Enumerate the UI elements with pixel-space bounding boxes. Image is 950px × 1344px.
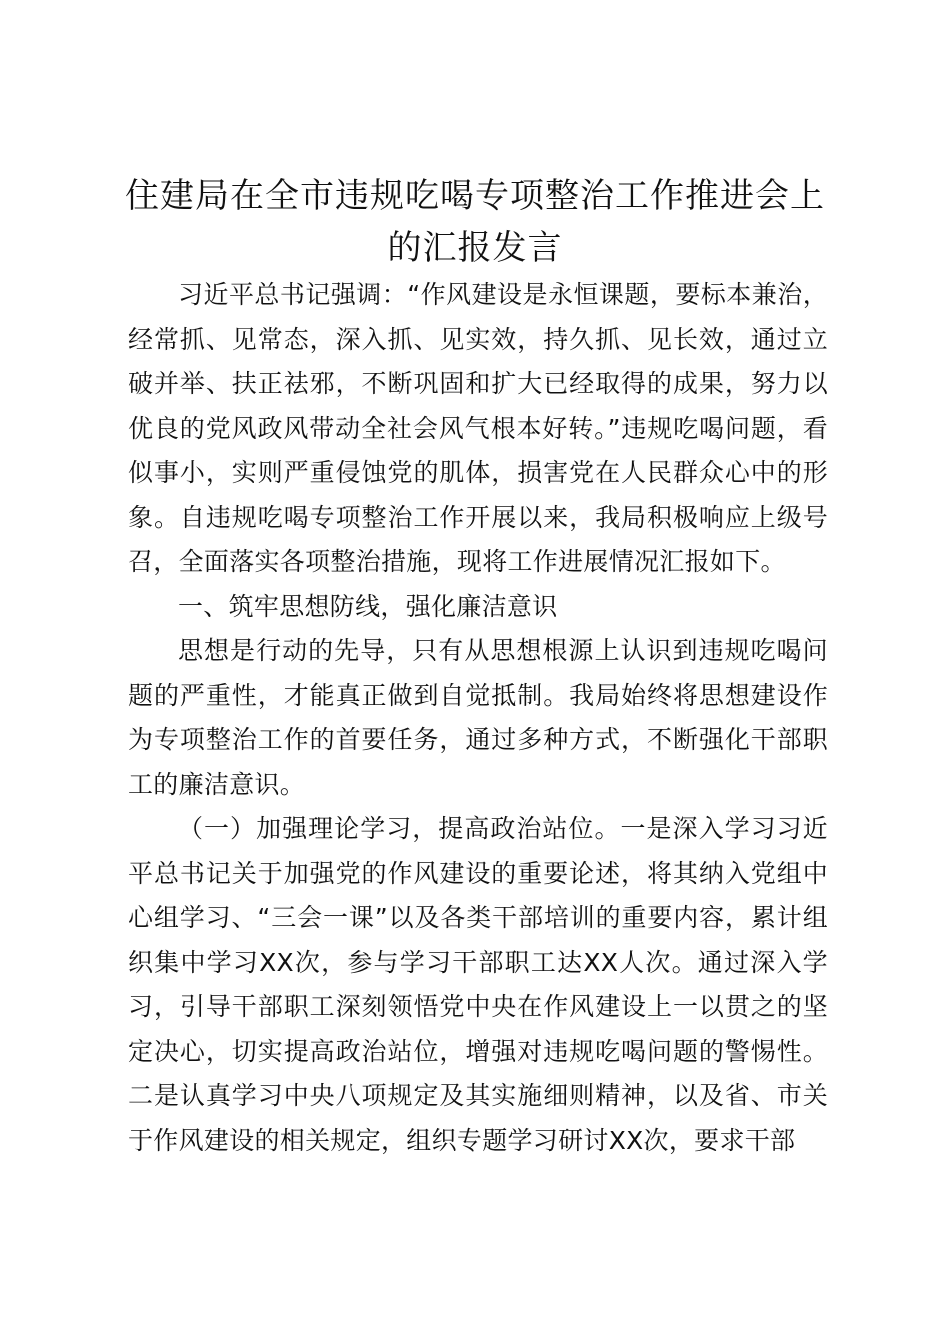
document-body — [128, 273, 828, 1163]
paragraph-section-1: 思想是行动的先导，只有从思想根源上认识到违规吃喝问题的严重性，才能真正做到自觉抵制。我局始终将思想建设作为专项整治工作的首要任务，通过多种方式，不断强化干部职工的廉洁意识。 — [128, 636, 828, 799]
paragraph-intro: 习近平总书记强调：“作风建设是永恒课题，要标本兼治，经常抓、见常态，深入抓、见实效，持久抓、见长效，通过立破并举、扶正祛邪，不断巩固和扩大已经取得的成果，努力以优良的党风政风带动全社会风气根本好转。”违规吃喝问题，看似事小，实则严重侵蚀党的肌体，损害党在人民群众心中的形象。自违规吃喝专项整治工作开展以来，我局积极响应上级号召，全面落实各项整治措施，现将工作进展情况汇报如下。 — [128, 280, 828, 576]
document-title: 住建局在全市违规吃喝专项整治工作推进会上的汇报发言 — [125, 176, 825, 268]
paragraph-subsection-1: （一）加强理论学习，提高政治站位。一是深入学习习近平总书记关于加强党的作风建设的重要论述，将其纳入党组中心组学习、“三会一课”以及各类干部培训的重要内容，累计组织集中学习XX次，参与学习干部职工达XX人次。通过深入学习，引导干部职工深刻领悟党中央在作风建设上一以贯之的坚定决心，切实提高政治站位，增强对违规吃喝问题的警惕性。二是认真学习中央八项规定及其实施细则精神，以及省、市关于作风建设的相关规定，组织专题学习研讨XX次，要求干部 — [128, 814, 828, 1155]
section-heading-1: 一、筑牢思想防线，强化廉洁意识 — [178, 591, 558, 621]
